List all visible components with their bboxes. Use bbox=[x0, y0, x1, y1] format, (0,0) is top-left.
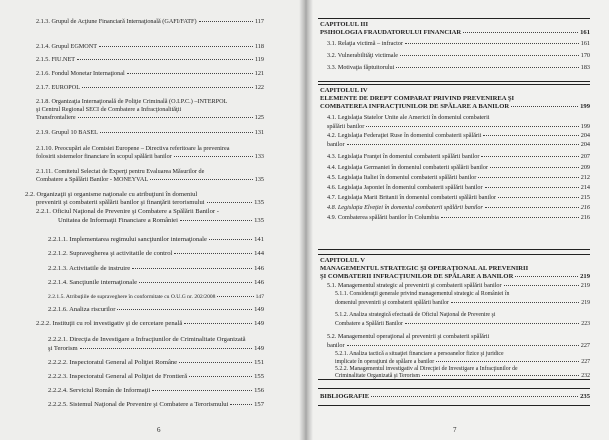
toc-entry: 2.2.1.5. Atribuţiile de supraveghere în conformitate cu O.U.G nr. 202/2008 147 bbox=[48, 294, 264, 300]
toc-entry: 3.2. Vulnerabilităţi victimale 170 bbox=[327, 52, 590, 59]
toc-entry: 2.1.4. Grupul EGMONT 118 bbox=[36, 43, 264, 50]
toc-entry: şi Terorism 149 bbox=[48, 345, 264, 352]
toc-entry: banilor 227 bbox=[327, 342, 590, 349]
toc-entry: Combatere a Spălării Banilor - MONEYVAL 135 bbox=[36, 176, 264, 183]
toc-entry: implicate în operaţiuni de spălare a banilor 227 bbox=[335, 359, 590, 365]
chapter-3-heading: CAPITOLUL III bbox=[320, 21, 369, 28]
toc-entry: 2.2.1.4. Sancţiunile internaţionale 146 bbox=[48, 279, 264, 286]
toc-entry: 5.2. Managementul operaţional al prevenirii şi combaterii spălării bbox=[327, 333, 490, 340]
toc-entry: domeniul prevenirii şi combaterii spălării banilor 219 bbox=[335, 300, 590, 306]
chapter-3-title: PSIHOLOGIA FRAUDATORULUI FINANCIAR 161 bbox=[320, 29, 590, 36]
toc-entry: 2.2.1. Oficiul Naţional de Prevenire şi Combatere a Spălării Banilor - bbox=[36, 208, 219, 215]
toc-entry: spălării banilor 199 bbox=[327, 123, 590, 130]
toc-entry: 2.1.8. Organizaţia Internaţională de Poliţie Criminală (O.I.P.C.) –INTERPOL bbox=[36, 98, 228, 105]
toc-section: prevenirii şi combaterii spălării banilor şi finanţării terorismului 135 bbox=[36, 199, 264, 206]
toc-entry: 4.8. Legislaţia Elveţiei în domeniul combaterii spălării banilor 216 bbox=[327, 204, 590, 211]
page-number: 6 bbox=[157, 426, 161, 434]
toc-entry: Combatere a Spălării Banilor 223 bbox=[335, 321, 590, 327]
toc-section: 2.2. Organizaţii şi organisme naţionale cu atribuţiuni în domeniul bbox=[25, 191, 198, 198]
toc-entry: folosirii sistemelor financiare în scopul spălării banilor 133 bbox=[36, 153, 264, 160]
chapter-4-title: ELEMENTE DE DREPT COMPARAT PRIVIND PREVENIREA ŞI bbox=[320, 95, 515, 102]
toc-entry: 3.3. Motivaţia făptuitorului 183 bbox=[327, 64, 590, 71]
toc-entry: 4.7. Legislaţia Marii Britanii în domeniul combaterii spălării banilor 215 bbox=[327, 194, 590, 201]
toc-entry: banilor 204 bbox=[327, 141, 590, 148]
toc-entry: 2.1.6. Fondul Monetar Internaţional 121 bbox=[36, 70, 264, 77]
toc-entry: 2.1.3. Grupul de Acţiune Financiară Internaţională (GAFI/FATF) 117 bbox=[36, 18, 264, 25]
toc-entry: 4.6. Legislaţia Japoniei în domeniul combaterii spălării banilor 214 bbox=[327, 184, 590, 191]
toc-entry: 4.2. Legislaţia Federaţiei Ruse în domeniul combaterii spălării 204 bbox=[327, 132, 590, 139]
toc-entry: 2.2.2.5. Sistemul Naţional de Prevenire şi Combatere a Terorismului 157 bbox=[48, 401, 264, 408]
toc-entry: 4.4. Legislaţia Germaniei în domeniul combaterii spălării banilor 209 bbox=[327, 164, 590, 171]
toc-entry: 2.2.1.1. Implementarea regimului sancţiunilor internaţionale 141 bbox=[48, 236, 264, 243]
toc-entry: 3.1. Relaţia victimă – infractor 161 bbox=[327, 40, 590, 47]
toc-entry: 2.2.2.1. Direcţia de Investigare a Infracţiunilor de Criminalitate Organizată bbox=[48, 336, 246, 343]
toc-entry: 4.9. Combaterea spălării banilor în Columbia 216 bbox=[327, 214, 590, 221]
toc-entry: 2.1.10. Preocupări ale Comisiei Europene – Directiva referitoare la prevenirea bbox=[36, 145, 230, 152]
toc-entry: 2.2.2.4. Serviciul Român de Informaţii 156 bbox=[48, 387, 264, 394]
chapter-5-title: ŞI COMBATERII INFRACŢIUNILOR DE SPĂLARE A BANILOR 219 bbox=[320, 273, 590, 280]
toc-entry: 2.2.2.2. Inspectoratul General al Poliţiei Române 151 bbox=[48, 359, 264, 366]
toc-entry: şi Centrul Regional SECI de Combatere a Infracţionalităţii bbox=[36, 106, 182, 113]
toc-entry: 2.2.2. Instituţii cu rol investigativ şi de cercetare penală 149 bbox=[36, 320, 264, 327]
toc-entry: 2.1.5. FIU.NET 119 bbox=[36, 56, 264, 63]
toc-entry: 2.1.11. Comitetul Selectat de Experţi pentru Evaluarea Măsurilor de bbox=[36, 168, 205, 175]
toc-entry: Unitatea de Informaţii Financiare a României 135 bbox=[58, 217, 264, 224]
chapter-5-title: MANAGEMENTUL STRATEGIC ŞI OPERAŢIONAL AL PREVENIRII bbox=[320, 265, 529, 272]
toc-entry: Transfrontaliere 125 bbox=[36, 114, 264, 121]
toc-entry: 5.2.2. Managementul investigativ al Direcţiei de Investigare a Infracţiunilor de bbox=[335, 366, 518, 372]
right-page bbox=[305, 0, 609, 440]
toc-entry: 2.2.1.2. Supravegherea şi activitatile de control 144 bbox=[48, 250, 264, 257]
page-number: 7 bbox=[453, 426, 457, 434]
toc-entry: 2.2.1.6. Analiza riscurilor 149 bbox=[48, 306, 264, 313]
toc-entry: 4.3. Legislaţia Franţei în domeniul combaterii spălării banilor 207 bbox=[327, 153, 590, 160]
chapter-4-heading: CAPITOLUL IV bbox=[320, 87, 368, 94]
toc-entry: 5.1. Managementul strategic al prevenirii şi combaterii spălării banilor 219 bbox=[327, 282, 590, 289]
bibliography-entry: BIBLIOGRAFIE 235 bbox=[320, 393, 590, 400]
toc-entry: 5.2.1. Analiza tactică a situaţiei financiare a persoanelor fizice şi juridice bbox=[335, 351, 504, 357]
toc-entry: 2.1.9. Grupul 10 BASEL 131 bbox=[36, 129, 264, 136]
toc-entry: Criminalitate Organizată şi Terorism 232 bbox=[335, 373, 590, 379]
toc-entry: 2.2.2.3. Inspectoratul General al Poliţiei de Frontieră 155 bbox=[48, 373, 264, 380]
toc-entry: 4.5. Legislaţia Italiei în domeniul combaterii spălării banilor 212 bbox=[327, 174, 590, 181]
toc-entry: 4.1. Legislaţia Statelor Unite ale Americii în domeniul combaterii bbox=[327, 114, 490, 121]
chapter-4-title: COMBATEREA INFRACŢIUNILOR DE SPĂLARE A BANILOR 199 bbox=[320, 103, 590, 110]
book-gutter bbox=[299, 0, 313, 440]
toc-entry: 5.1.2. Analiza strategică efectuată de Oficiul Naţional de Prevenire şi bbox=[335, 312, 496, 318]
chapter-5-heading: CAPITOLUL V bbox=[320, 257, 366, 264]
toc-entry: 2.2.1.3. Activitatile de instruire 146 bbox=[48, 265, 264, 272]
toc-entry: 5.1.1. Consideraţii generale privind managementul strategic al României în bbox=[335, 291, 510, 297]
toc-entry: 2.1.7. EUROPOL 122 bbox=[36, 84, 264, 91]
